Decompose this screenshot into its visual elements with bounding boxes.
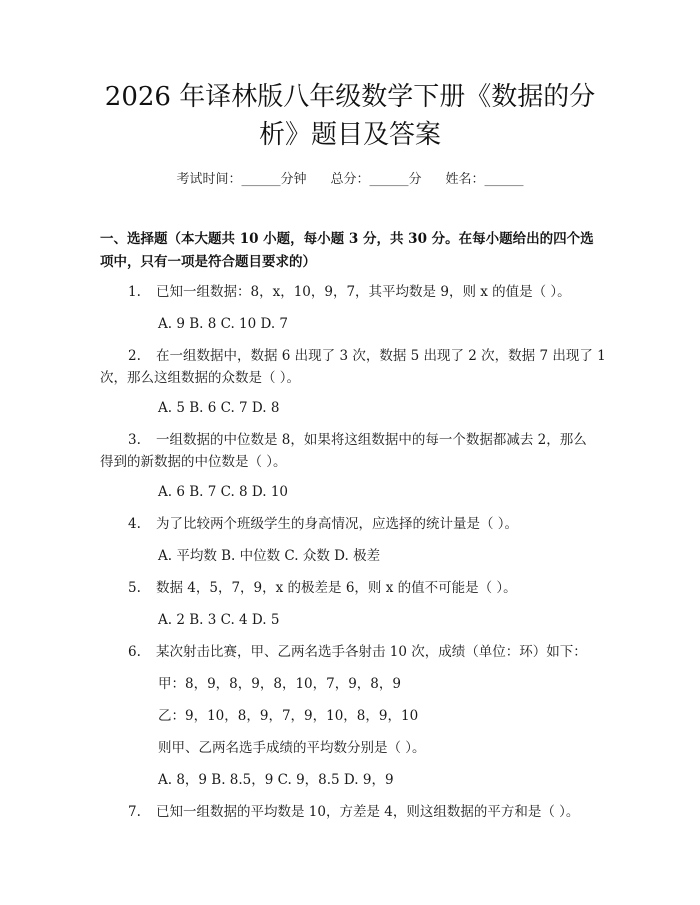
question-text: 一组数据的中位数是 8，如果将这组数据中的每一个数据都减去 2，那么 [156, 432, 587, 448]
section-header-line-2: 项中，只有一项是符合题目要求的） [100, 254, 316, 270]
question-1 [128, 282, 571, 302]
question-number: 4. [128, 516, 141, 532]
question-7 [128, 802, 579, 822]
question-6 [128, 642, 587, 662]
question-number: 1. [128, 284, 141, 300]
exam-name: 姓名：______ [445, 172, 524, 187]
section-header-line-1: 一、选择题（本大题共 10 小题，每小题 3 分，共 30 分。在每小题给出的四个选 [100, 231, 594, 247]
question-text: 已知一组数据：8，x，10，9，7，其平均数是 9，则 x 的值是（ ）。 [156, 284, 571, 300]
question-5-options: A. 2 B. 3 C. 4 D. 5 [158, 612, 280, 628]
question-number: 2. [128, 348, 141, 364]
document-title [60, 78, 640, 154]
question-2-options: A. 5 B. 6 C. 7 D. 8 [158, 400, 280, 416]
question-text: 某次射击比赛，甲、乙两名选手各射击 10 次，成绩（单位：环）如下： [156, 644, 587, 660]
title-line-2: 析》题目及答案 [258, 120, 441, 150]
question-3 [128, 430, 587, 450]
exam-score: 总分：______分 [330, 172, 422, 187]
exam-info [0, 168, 700, 187]
question-5 [128, 578, 517, 598]
question-text: 在一组数据中，数据 6 出现了 3 次，数据 5 出现了 2 次，数据 7 出现了 1 [156, 348, 606, 364]
question-text: 为了比较两个班级学生的身高情况，应选择的统计量是（ ）。 [156, 516, 519, 532]
question-4-options: A. 平均数 B. 中位数 C. 众数 D. 极差 [158, 548, 381, 564]
title-line-1: 2026 年译林版八年级数学下册《数据的分 [104, 82, 596, 112]
question-number: 6. [128, 644, 141, 660]
question-6-text-cont: 则甲、乙两名选手成绩的平均数分别是（ ）。 [158, 740, 426, 756]
question-number: 3. [128, 432, 141, 448]
section-header-choice [100, 228, 600, 274]
question-6-scores-jia: 甲：8，9，8，9，8，10，7，9，8，9 [158, 676, 401, 692]
question-number: 5. [128, 580, 141, 596]
question-3-text-cont: 得到的新数据的中位数是（ ）。 [100, 454, 287, 470]
question-text: 数据 4，5，7，9，x 的极差是 6，则 x 的值不可能是（ ）。 [156, 580, 517, 596]
exam-time: 考试时间：______分钟 [176, 172, 307, 187]
question-4 [128, 514, 518, 534]
question-6-scores-yi: 乙：9，10，8，9，7，9，10，8，9，10 [158, 708, 419, 724]
question-text: 已知一组数据的平均数是 10，方差是 4，则这组数据的平方和是（ ）。 [156, 804, 580, 820]
question-2 [128, 346, 606, 366]
question-2-text-cont: 次，那么这组数据的众数是（ ）。 [100, 370, 301, 386]
question-6-options: A. 8，9 B. 8.5，9 C. 9，8.5 D. 9，9 [158, 772, 394, 788]
question-1-options: A. 9 B. 8 C. 10 D. 7 [158, 316, 289, 332]
question-3-options: A. 6 B. 7 C. 8 D. 10 [158, 484, 289, 500]
question-number: 7. [128, 804, 141, 820]
